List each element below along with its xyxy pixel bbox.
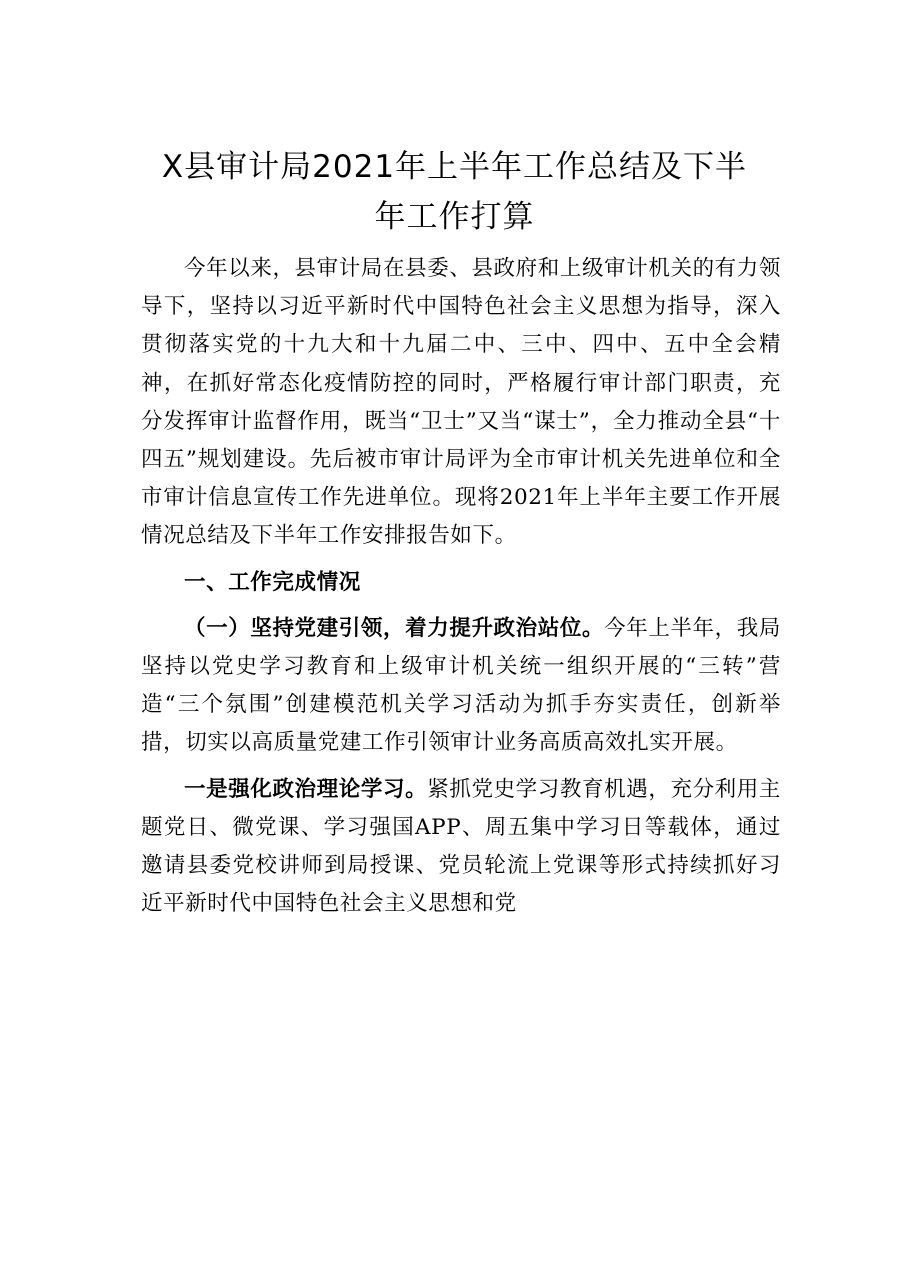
point-lead-1: 一是强化政治理论学习。 [184,776,428,802]
title-line-2: 年工作打算 [374,199,535,235]
intro-paragraph: 今年以来，县审计局在县委、县政府和上级审计机关的有力领导下，坚持以习近平新时代中国特色社会主义思想为指导，深入贯彻落实党的十九大和十九届二中、三中、四中、五中全会精神，在抓好常态化疫情防控的同时，严格履行审计部门职责，充分发挥审计监督作用，既当“卫士”又当“谋士”，全力推动全县“十四五”规划建设。先后被市审计局评为全市审计机关先进单位和全市审计信息宣传工作先进单位。现将2021年上半年主要工作开展情况总结及下半年工作安排报告如下。 [141,256,781,549]
subsection-text-1: 今年上半年，我局坚持以党史学习教育和上级审计机关统一组织开展的“三转”营造“三个氛围”创建模范机关学习活动为抓手夯实责任，创新举措，切实以高质量党建工作引领审计业务高质高效扎实开展。 [141,615,781,756]
title-line-1: X县审计局2021年上半年工作总结及下半 [161,149,748,185]
point-paragraph-1 [141,771,781,924]
document-body [141,250,781,923]
subsection-paragraph-1 [141,610,781,763]
section-heading-1: 一、工作完成情况 [184,569,361,595]
point-text-1: 紧抓党史学习教育机遇，充分利用主题党日、微党课、学习强国APP、周五集中学习日等载体，通过邀请县委党校讲师到局授课、党员轮流上党课等形式持续抓好习近平新时代中国特色社会主义思想和党 [141,776,781,917]
subsection-lead-1: （一）坚持党建引领，着力提升政治站位。 [184,615,605,641]
document-title [100,142,809,242]
